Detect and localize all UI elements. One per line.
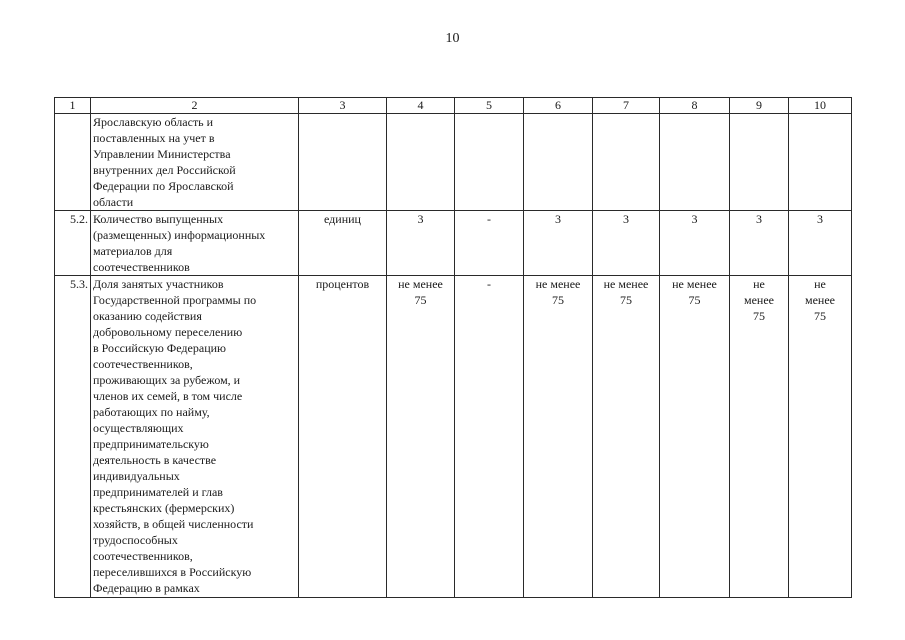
page-number: 10	[445, 31, 460, 46]
column-header: 3	[299, 98, 387, 114]
value-cell	[789, 114, 852, 211]
value-cell	[730, 114, 789, 211]
value-cell: -	[455, 211, 524, 276]
table-row	[55, 276, 852, 598]
value-cell: 3	[387, 211, 455, 276]
column-header: 8	[660, 98, 730, 114]
value-cell: 3	[789, 211, 852, 276]
table-header-row	[55, 98, 852, 114]
column-header: 6	[524, 98, 593, 114]
unit-cell	[299, 114, 387, 211]
column-header: 1	[55, 98, 91, 114]
unit-cell: процентов	[299, 276, 387, 598]
value-cell	[593, 114, 660, 211]
row-number-cell: 5.3.	[55, 276, 91, 598]
value-cell: не менее 75	[789, 276, 852, 598]
value-cell	[524, 114, 593, 211]
value-cell: 3	[593, 211, 660, 276]
column-header: 9	[730, 98, 789, 114]
column-header: 2	[91, 98, 299, 114]
value-cell: 3	[730, 211, 789, 276]
row-number-cell	[55, 114, 91, 211]
value-cell	[387, 114, 455, 211]
unit-cell: единиц	[299, 211, 387, 276]
value-cell	[455, 114, 524, 211]
value-cell: не менее 75	[730, 276, 789, 598]
column-header: 7	[593, 98, 660, 114]
indicator-name-cell: Количество выпущенных (размещенных) информационных материалов для соотечественников	[91, 211, 299, 276]
value-cell: не менее 75	[593, 276, 660, 598]
table-row	[55, 114, 852, 211]
value-cell: 3	[660, 211, 730, 276]
value-cell	[660, 114, 730, 211]
value-cell: не менее 75	[660, 276, 730, 598]
row-number-cell: 5.2.	[55, 211, 91, 276]
column-header: 10	[789, 98, 852, 114]
value-cell: 3	[524, 211, 593, 276]
value-cell: -	[455, 276, 524, 598]
column-header: 5	[455, 98, 524, 114]
indicator-name-cell: Доля занятых участников Государственной программы по оказанию содействия добровольному переселению в Российскую Федерацию соотечественников, проживающих за рубежом, и членов их семей, в том числе работающих по найму, осуществляющих предпринимательскую деятельность в качестве индивидуальных предпринимателей и глав крестьянских (фермерских) хозяйств, в общей численности трудоспособных соотечественников, переселившихся в Российскую Федерацию в рамках	[91, 276, 299, 598]
indicators-table	[54, 97, 852, 598]
table-row	[55, 211, 852, 276]
indicator-name-cell: Ярославскую область и поставленных на учет в Управлении Министерства внутренних дел Российской Федерации по Ярославской области	[91, 114, 299, 211]
value-cell: не менее 75	[524, 276, 593, 598]
column-header: 4	[387, 98, 455, 114]
value-cell: не менее 75	[387, 276, 455, 598]
